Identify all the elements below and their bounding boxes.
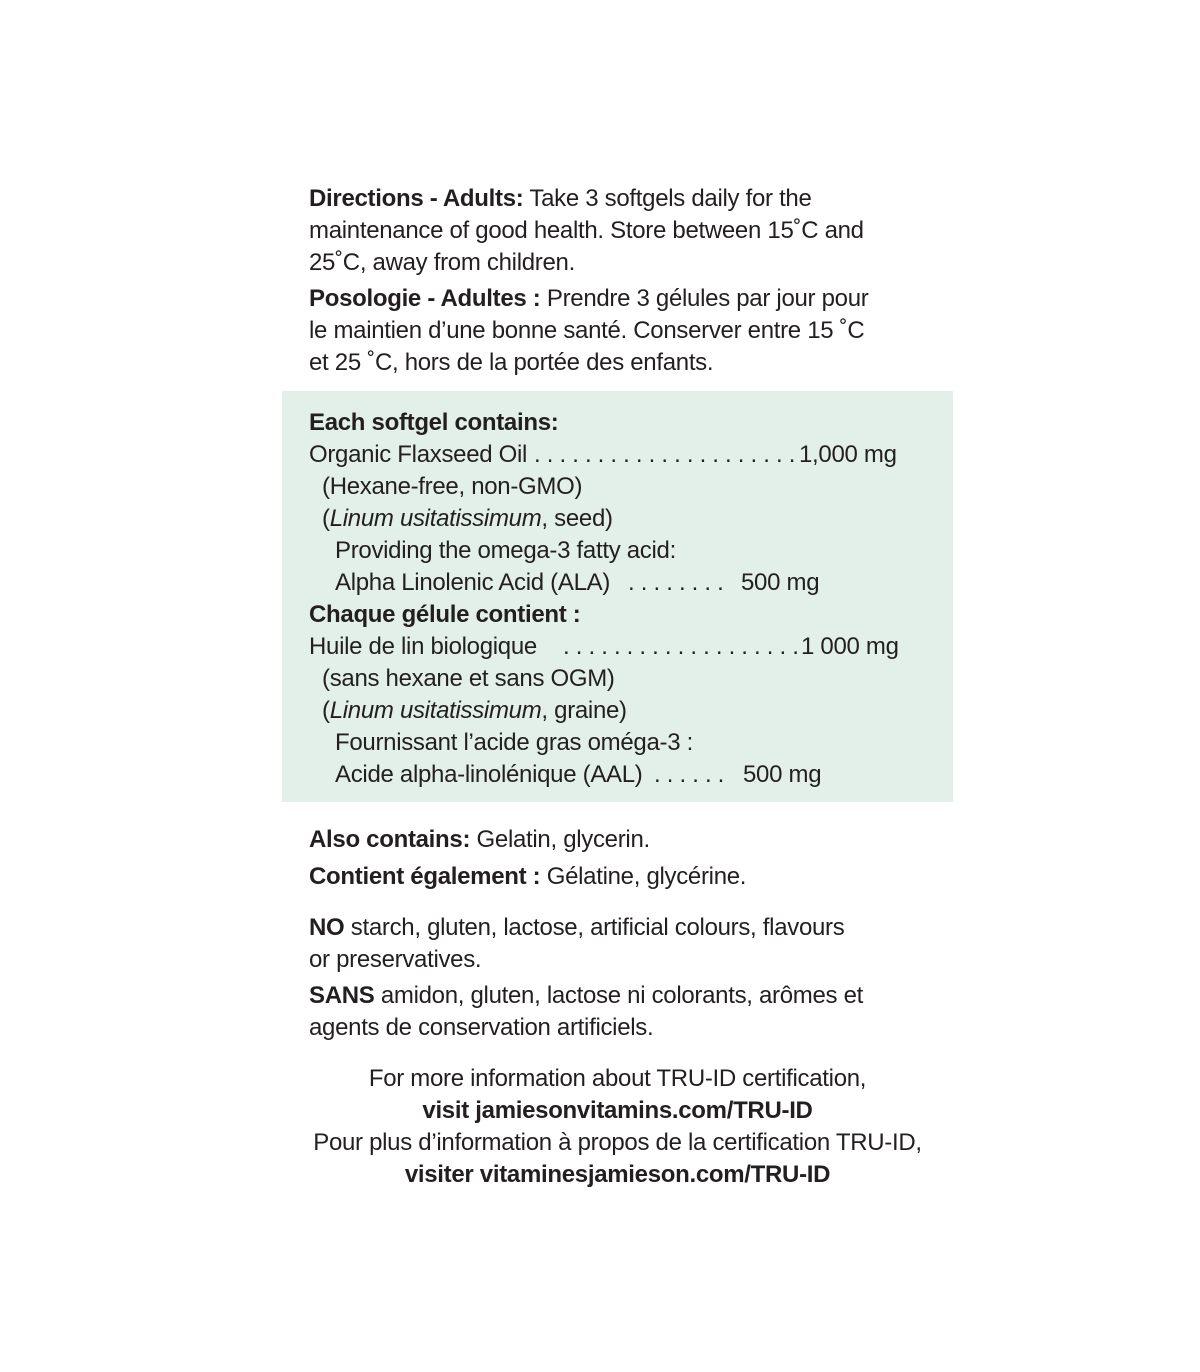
free-from-fr-line1: amidon, gluten, lactose ni colorants, arômes et <box>374 982 864 1009</box>
free-from-fr <box>309 980 929 1012</box>
footer-fr-link <box>282 1159 953 1191</box>
latin-part-en: , seed) <box>541 505 613 532</box>
ingredient-name-en: Organic Flaxseed Oil <box>309 441 528 468</box>
directions-en-line2: maintenance of good health. Store between 15˚C and <box>309 217 864 244</box>
providing-fr: Fournissant l’acide gras oméga-3 : <box>335 729 693 756</box>
ingredient-row-fr <box>309 631 929 663</box>
free-from-en-line1: starch, gluten, lactose, artificial colours, flavours <box>344 914 845 941</box>
sub-ingredient-name-fr: Acide alpha-linolénique (AAL) <box>335 761 643 788</box>
ingredient-dots-en: . . . . . . . . . . . . . . . . . . . . . <box>534 441 796 468</box>
ingredient-row-en <box>309 439 929 471</box>
also-contains-en <box>309 824 929 856</box>
latin-part-fr: , graine) <box>541 697 627 724</box>
directions-en <box>309 183 929 215</box>
sub-ingredient-dots-fr: . . . . . . <box>654 761 725 788</box>
ingredients-en-heading-text: Each softgel contains: <box>309 409 559 436</box>
directions-fr <box>309 283 929 315</box>
free-from-en-line2: or preservatives. <box>309 946 482 973</box>
tru-id-footer <box>282 1063 953 1191</box>
ingredients-fr-heading <box>309 599 929 631</box>
sub-ingredient-amount-fr: 500 mg <box>743 761 822 788</box>
directions-section <box>309 183 929 379</box>
ingredient-amount-fr: 1 000 mg <box>801 633 899 660</box>
sub-ingredient-row-fr <box>309 759 929 791</box>
free-from-fr-line2: agents de conservation artificiels. <box>309 1014 654 1041</box>
footer-en-link <box>282 1095 953 1127</box>
directions-fr-line2: le maintien d’une bonne santé. Conserver entre 15 ˚C <box>309 317 865 344</box>
ingredient-latin-en <box>309 503 929 535</box>
also-contains-en-heading: Also contains: <box>309 826 471 853</box>
latin-open-fr: ( <box>322 697 330 724</box>
also-contains-en-text: Gelatin, glycerin. <box>470 826 650 853</box>
also-contains-fr-heading: Contient également : <box>309 863 541 890</box>
free-from-en-heading: NO <box>309 914 345 941</box>
ingredient-latin-fr <box>309 695 929 727</box>
footer-en-info: For more information about TRU-ID certification, <box>368 1065 867 1092</box>
ingredients-en-heading <box>309 407 929 439</box>
ingredient-note-en: (Hexane-free, non-GMO) <box>322 473 583 500</box>
ingredient-name-fr: Huile de lin biologique <box>309 633 537 660</box>
directions-en-heading: Directions - Adults: <box>309 185 524 212</box>
free-from-section <box>309 912 929 1044</box>
sub-ingredient-row-en <box>309 567 929 599</box>
directions-fr-line3: et 25 ˚C, hors de la portée des enfants. <box>309 349 714 376</box>
ingredient-amount-en: 1,000 mg <box>799 441 897 468</box>
latin-open-en: ( <box>322 505 330 532</box>
ingredient-dots-fr: . . . . . . . . . . . . . . . . . . . <box>563 633 799 660</box>
ingredients-fr-heading-text: Chaque gélule contient : <box>309 601 581 628</box>
latin-name-en: Linum usitatissimum <box>329 505 542 532</box>
directions-en-line3: 25˚C, away from children. <box>309 249 575 276</box>
latin-name-fr: Linum usitatissimum <box>329 697 542 724</box>
directions-fr-heading: Posologie - Adultes : <box>309 285 541 312</box>
directions-fr-line1: Prendre 3 gélules par jour pour <box>540 285 869 312</box>
ingredient-note-fr: (sans hexane et sans OGM) <box>322 665 615 692</box>
footer-fr-info: Pour plus d’information à propos de la certification TRU-ID, <box>313 1129 922 1156</box>
directions-en-line1: Take 3 softgels daily for the <box>523 185 812 212</box>
sub-ingredient-amount-en: 500 mg <box>741 569 820 596</box>
also-contains-section <box>309 824 929 893</box>
ingredients-section <box>309 407 929 791</box>
also-contains-fr-text: Gélatine, glycérine. <box>540 863 747 890</box>
sub-ingredient-dots-en: . . . . . . . . <box>628 569 724 596</box>
free-from-en <box>309 912 929 944</box>
providing-en: Providing the omega-3 fatty acid: <box>335 537 676 564</box>
sub-ingredient-name-en: Alpha Linolenic Acid (ALA) <box>335 569 611 596</box>
also-contains-fr <box>309 861 929 893</box>
free-from-fr-heading: SANS <box>309 982 375 1009</box>
footer-fr-link-text: visiter vitaminesjamieson.com/TRU-ID <box>404 1161 831 1188</box>
footer-en-link-text: visit jamiesonvitamins.com/TRU-ID <box>422 1097 813 1124</box>
